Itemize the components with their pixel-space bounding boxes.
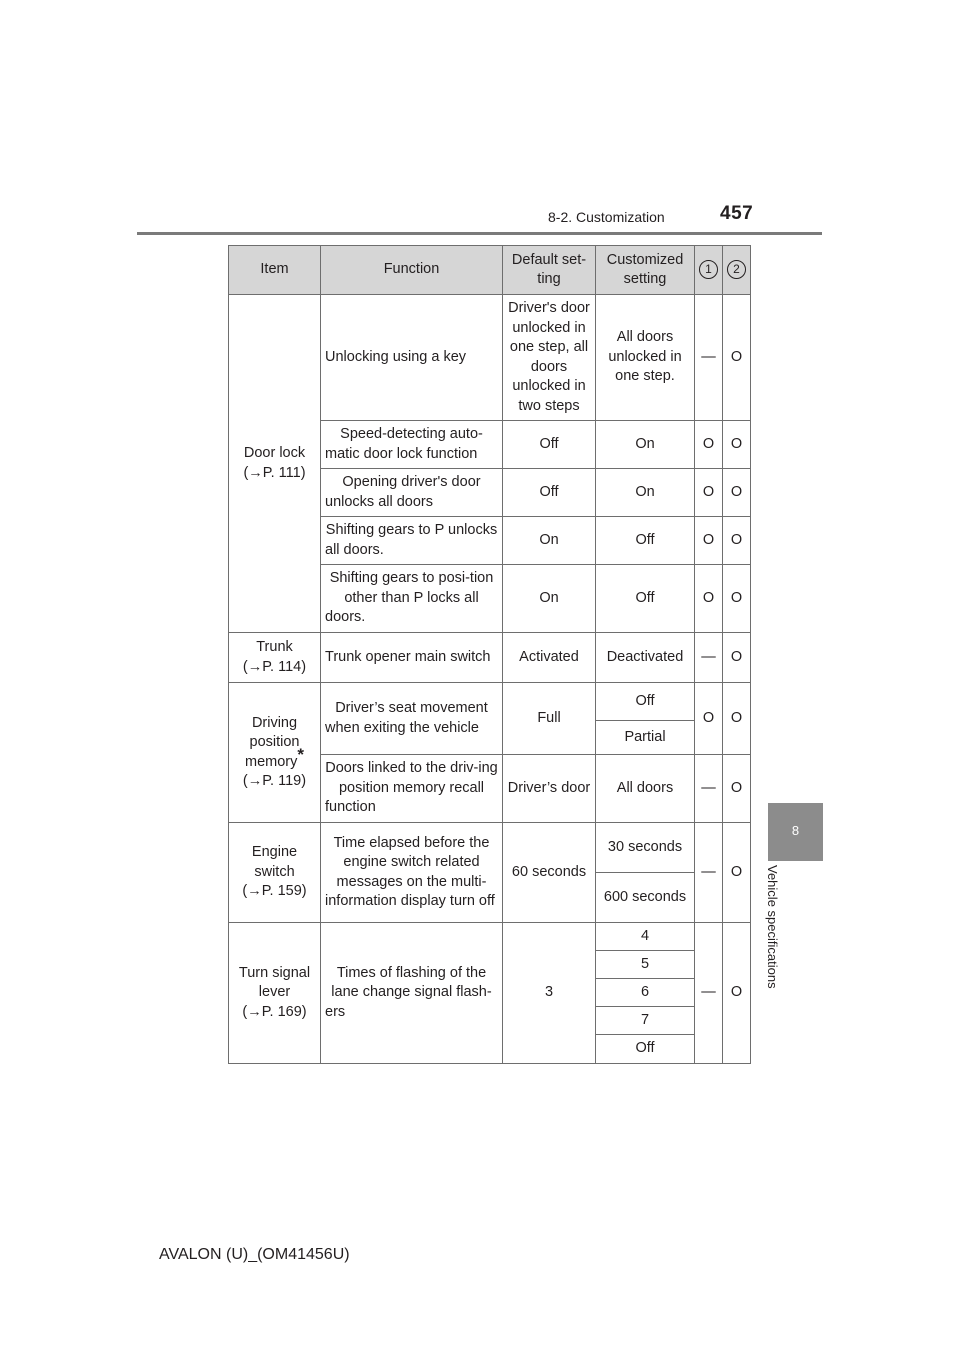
customized-cell: Deactivated bbox=[596, 633, 695, 683]
customized-cell: Off bbox=[596, 517, 695, 565]
col2-cell: O bbox=[723, 755, 751, 823]
chapter-tab-number: 8 bbox=[791, 823, 800, 838]
col2-cell: O bbox=[723, 823, 751, 923]
table-row bbox=[229, 633, 751, 683]
function-cell: Trunk opener main switch bbox=[321, 633, 503, 683]
page-number: 457 bbox=[720, 203, 754, 224]
default-cell: Activated bbox=[503, 633, 596, 683]
item-reference: (→P. 119) bbox=[242, 773, 307, 789]
function-cell: Shifting gears to posi-tion other than P locks all doors. bbox=[321, 565, 503, 633]
table-header-row bbox=[229, 246, 751, 295]
col1-cell: O bbox=[695, 565, 723, 633]
asterisk-icon: * bbox=[297, 744, 304, 764]
function-cell: Opening driver's door unlocks all doors bbox=[321, 469, 503, 517]
default-cell: Driver's door unlocked in one step, all doors unlocked in two steps bbox=[503, 295, 596, 421]
col1-cell: — bbox=[695, 755, 723, 823]
default-cell: Off bbox=[503, 421, 596, 469]
col2-cell: O bbox=[723, 923, 751, 1064]
item-name: Driving position memory* bbox=[245, 714, 304, 770]
function-cell: Shifting gears to P unlocks all doors. bbox=[321, 517, 503, 565]
table-row bbox=[229, 683, 751, 721]
customized-cell: 5 bbox=[596, 951, 695, 979]
col2-cell: O bbox=[723, 421, 751, 469]
circled-1-icon: 1 bbox=[699, 260, 718, 279]
customized-cell: On bbox=[596, 421, 695, 469]
default-cell: 3 bbox=[503, 923, 596, 1064]
item-name: Door lock bbox=[243, 445, 306, 461]
header-rule bbox=[137, 232, 822, 235]
item-reference: (→P. 159) bbox=[242, 883, 307, 900]
customized-cell: 30 seconds bbox=[596, 823, 695, 873]
customization-table bbox=[228, 245, 751, 1064]
col2-cell: O bbox=[723, 517, 751, 565]
col1-cell: — bbox=[695, 823, 723, 923]
table-row bbox=[229, 923, 751, 951]
customized-cell: All doors bbox=[596, 755, 695, 823]
header-item: Item bbox=[229, 246, 321, 295]
col2-cell: O bbox=[723, 633, 751, 683]
function-cell: Doors linked to the driv-ing position memory recall function bbox=[321, 755, 503, 823]
default-cell: 60 seconds bbox=[503, 823, 596, 923]
item-driving-position-memory bbox=[229, 683, 321, 823]
default-cell: Full bbox=[503, 683, 596, 755]
table-row bbox=[229, 295, 751, 421]
customized-cell: 6 bbox=[596, 979, 695, 1007]
chapter-label-text: Vehicle specifications bbox=[765, 865, 780, 989]
customized-cell: 4 bbox=[596, 923, 695, 951]
item-name: Engine switch bbox=[251, 844, 298, 880]
circled-2-icon: 2 bbox=[727, 260, 746, 279]
col1-cell: O bbox=[695, 517, 723, 565]
customized-cell: Off bbox=[596, 565, 695, 633]
header-col-2 bbox=[723, 246, 751, 295]
default-cell: Off bbox=[503, 469, 596, 517]
customized-cell: Partial bbox=[596, 721, 695, 755]
table-row bbox=[229, 823, 751, 873]
footer-model-code: AVALON (U)_(OM41456U) bbox=[159, 1246, 350, 1263]
chapter-tab[interactable] bbox=[768, 803, 823, 861]
col2-cell: O bbox=[723, 295, 751, 421]
function-cell: Times of flashing of the lane change signal flash-ers bbox=[321, 923, 503, 1064]
header-customized-setting: Customized setting bbox=[596, 246, 695, 295]
customized-cell: 600 seconds bbox=[596, 873, 695, 923]
col2-cell: O bbox=[723, 469, 751, 517]
chapter-label bbox=[765, 865, 792, 1020]
function-cell: Time elapsed before the engine switch related messages on the multi-information display turn off bbox=[321, 823, 503, 923]
col2-cell: O bbox=[723, 683, 751, 755]
default-cell: On bbox=[503, 517, 596, 565]
item-name: Turn signal lever bbox=[238, 964, 311, 1001]
col1-cell: O bbox=[695, 469, 723, 517]
item-name: Trunk bbox=[256, 639, 293, 655]
col1-cell: — bbox=[695, 295, 723, 421]
customized-cell: Off bbox=[596, 683, 695, 721]
item-turn-signal-lever bbox=[229, 923, 321, 1064]
default-cell: Driver’s door bbox=[503, 755, 596, 823]
col1-cell: — bbox=[695, 923, 723, 1064]
default-cell: On bbox=[503, 565, 596, 633]
customized-cell: On bbox=[596, 469, 695, 517]
item-trunk bbox=[229, 633, 321, 683]
col2-cell: O bbox=[723, 565, 751, 633]
function-cell: Speed-detecting auto-matic door lock function bbox=[321, 421, 503, 469]
customized-cell: 7 bbox=[596, 1007, 695, 1035]
col1-cell: — bbox=[695, 633, 723, 683]
col1-cell: O bbox=[695, 421, 723, 469]
item-door-lock bbox=[229, 295, 321, 633]
header-default-setting: Default set-ting bbox=[503, 246, 596, 295]
customized-cell: All doors unlocked in one step. bbox=[596, 295, 695, 421]
item-reference: (→P. 169) bbox=[242, 1003, 307, 1020]
col1-cell: O bbox=[695, 683, 723, 755]
function-cell: Driver’s seat movement when exiting the vehicle bbox=[321, 683, 503, 755]
section-title: 8-2. Customization bbox=[548, 209, 665, 225]
item-reference: (→P. 114) bbox=[242, 658, 307, 675]
header-function: Function bbox=[321, 246, 503, 295]
item-engine-switch bbox=[229, 823, 321, 923]
header-col-1 bbox=[695, 246, 723, 295]
customized-cell: Off bbox=[596, 1035, 695, 1064]
function-cell: Unlocking using a key bbox=[321, 295, 503, 421]
item-reference: (→P. 111) bbox=[243, 464, 306, 481]
